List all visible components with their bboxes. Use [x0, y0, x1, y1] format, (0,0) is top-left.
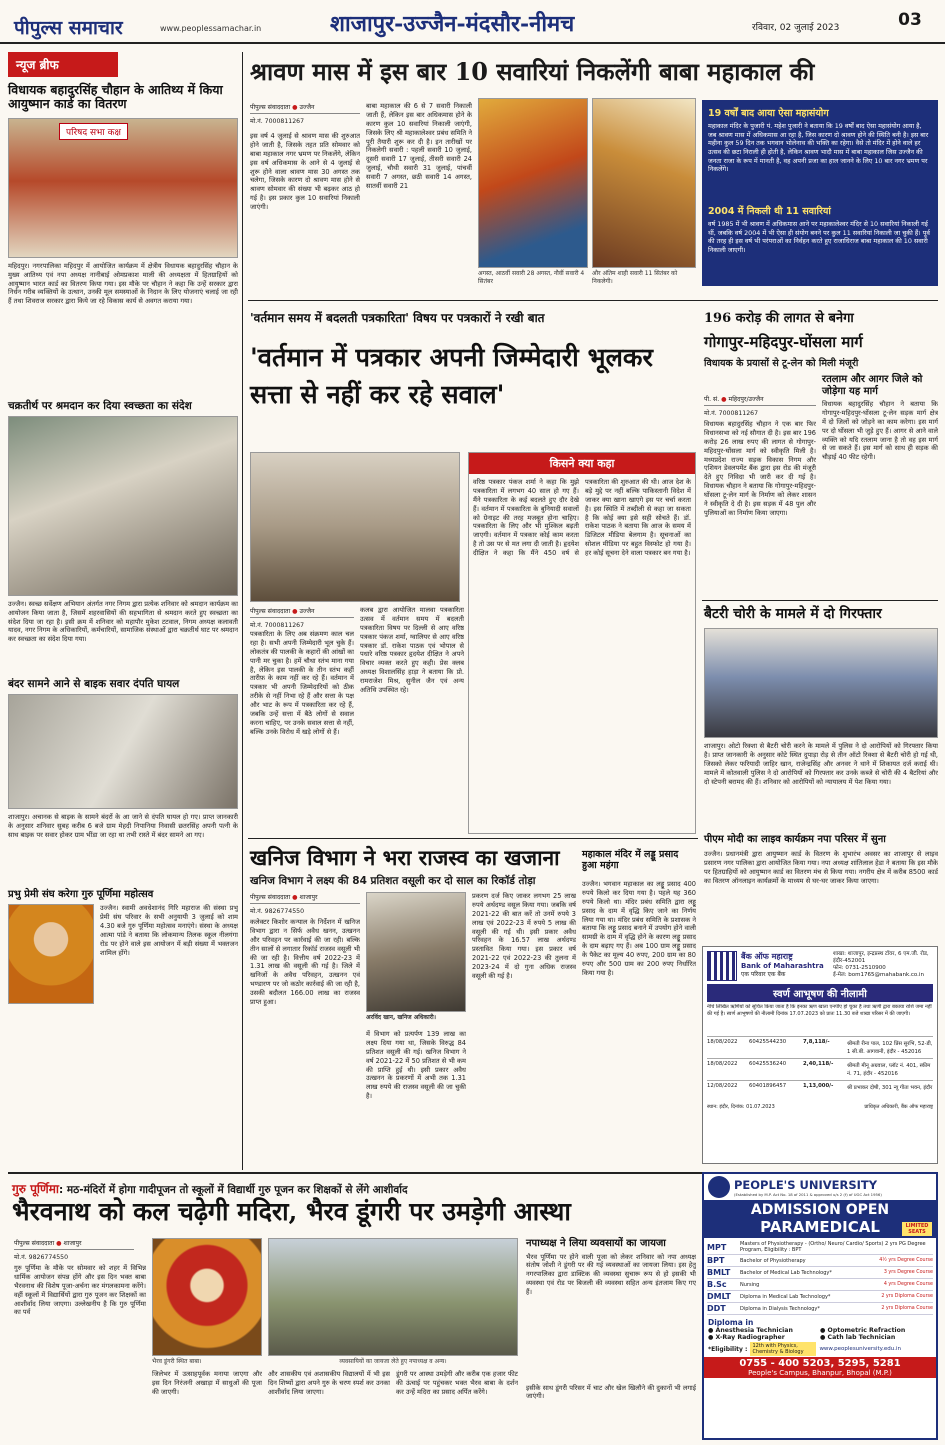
guru-side-text2: इसीके साथ डूंगरी परिसर में चाट और खेल खिलौने की दुकानों भी लगाई जाएंगी।	[526, 1383, 696, 1401]
diploma-list	[708, 1327, 932, 1341]
journalism-byline: पीपुल्स संवाददाता ● उज्जैन मो.नं. 7000811267	[250, 606, 354, 629]
byline-name: पी. सं.	[704, 396, 720, 403]
guru-kicker-text: : मठ-मंदिरों में होगा गादीपूजन तो स्कूलों में विद्यार्थी गुरु पूजन कर शिक्षकों से लेंगे आशीर्वाद	[59, 1184, 408, 1196]
course-code: B.Sc	[707, 1280, 727, 1289]
date: रविवार, 02 जुलाई 2023	[752, 23, 840, 33]
rule-top-story	[248, 300, 938, 301]
auction-borrower: श्रीमती मीनू अग्रवाल, प्लॉट नं. 401, स्कीम नं. 71, इंदौर - 452016	[847, 1063, 931, 1077]
story1-banner: परिषद सभा कक्ष	[59, 123, 128, 140]
auction-borrower: श्री प्रभाकर दोषी, 301 न्यू गीता भवन, इंदौर	[847, 1085, 933, 1091]
story2-photo	[8, 416, 238, 596]
column-divider	[242, 52, 243, 1170]
byline-name: पीपुल्स संवाददाता	[250, 608, 291, 615]
byline-mobile: मो.नं. 7000811267	[250, 622, 305, 629]
course-duration: 4 yrs Degree Course	[883, 1282, 933, 1287]
road-sidebar	[822, 374, 938, 575]
journalism-photo	[250, 452, 460, 602]
top-photo-caption1: अगस्त, आठवीं सवारी 28 अगस्त, नौवीं सवारी 4 सितंबर	[478, 270, 585, 285]
guru-kicker-label: गुरु पूर्णिमा	[12, 1182, 59, 1196]
auction-title: स्वर्ण आभूषण की नीलामी	[707, 984, 933, 1002]
battery-headline: बैटरी चोरी के मामले में दो गिरफ्तार	[704, 606, 882, 622]
course-code: MPT	[707, 1242, 727, 1252]
mining-photo-caption: अरविंद खान, खनिज अधिकारी।	[366, 1014, 436, 1021]
byline-city: उज्जैन	[299, 608, 315, 615]
rule-road	[702, 600, 938, 601]
rule-journalism	[248, 838, 698, 839]
course-desc: Bachelor of Physiotherapy	[740, 1257, 806, 1264]
paper-logo: पीपुल्स समाचार	[14, 17, 123, 39]
course-duration: 2 yrs Diploma Course	[881, 1294, 933, 1299]
byline-city: शाजापुर	[63, 1240, 82, 1247]
quotes-title: किसने क्या कहा	[469, 453, 695, 474]
university-name: PEOPLE'S UNIVERSITY	[734, 1177, 878, 1192]
auction-date: 18/08/2022	[707, 1039, 738, 1045]
story2-headline: चक्रतीर्थ पर श्रमदान कर दिया स्वच्छता का संदेश	[8, 399, 192, 412]
journalism-col2: कलब द्वारा आयोजित मालवा पत्रकारिता उत्सव में वर्तमान समय में बदलती पत्रकारिता विषय पर दिल्ली से आए वरिष्ठ पत्रकार पंकज शर्मा, ग्वालियर से आए वरिष्ठ पत्रकार डॉ. राकेश पाठक एवं भोपाल से पधारे वरिष्ठ पत्रकार हृदयेश दीक्षित ने अपने विचार व्यक्त करते हुए कही। प्रेस क्लब अध्यक्ष विशालसिंह हाड़ा ने बताया कि प्रो. रामराजेश मिश्र, सुनील जैन एवं अन्य अतिथि उपस्थित रहे।	[360, 606, 464, 695]
course-row	[707, 1267, 933, 1279]
guru-col1: गुरु पूर्णिमा के मौके पर सोमवार को शहर में विभिन्न धार्मिक आयोजन संपन्न होंगे और इस दिन भक्त बाबा भैरवनाथ की विशेष पूजा-अर्चना कर मंगलकामना करेंगे। वहीं स्कूलों में विद्यार्थियों द्वारा गुरु पूजन कर शिक्षकों का आशीर्वाद लिया जाएगा। उल्लेखनीय है कि गुरु पूर्णिमा का पर्व	[14, 1264, 146, 1317]
road-side-text: विधायक बहादुरसिंह चौहान ने बताया कि गोगापुर-महिदपुर-घोंसला टू-लेन सड़क मार्ग क्षेत्र में दो जिलों को जोड़ने का काम करेगा। इस मार्ग पर दो घोंसला भी जुड़े हुए हैं। आगर से आने वाले व्यक्ति को यदि रतलाम जाना है तो वह इस मार्ग से जा सकते हैं। इस मार्ग को साथ ही सड़क की चौड़ाई 40 फीट रहेगी।	[822, 400, 938, 462]
guru-kicker	[12, 1180, 702, 1197]
mining-subhead: खनिज विभाग ने लक्ष्य की 84 प्रतिशत वसूली कर दो साल का रिकॉर्ड तोड़ा	[250, 875, 536, 887]
story3-headline: बंदर सामने आने से बाइक सवार दंपति घायल	[8, 677, 180, 690]
top-photo-main	[478, 98, 588, 268]
sidebar-text1: महाकाल मंदिर के पुजारी पं. महेश पुजारी ने बताया कि 19 वर्षों बाद ऐसा महासंयोग आया है, जब श्रावण मास में अधिकमास आ रहा है, जिस कारण दो श्रावण होने की स्थिति बनी है। इस बार महीना कुल 59 दिन तक भगवान भोलेनाथ की भक्ति का रहेगा। वैसे तो मंदिर में होने वाले हर उत्सव की छटा निराली ही होती है, लेकिन श्रावण भादौ मास में बाबा महाकाल जिस उज्जैन की जनता राजा के रूप में मानती है, वह अपनी प्रजा का हाल जानने के लिए 10 बार नगर भ्रमण पर निकलेंगे।	[708, 122, 929, 174]
auction-row	[707, 1036, 933, 1058]
sidebar-heading2: 2004 में निकली थी 11 सवारियां	[708, 206, 831, 217]
battery-photo	[704, 628, 938, 738]
byline-name: पीपुल्स संवाददाता	[250, 104, 291, 111]
page-number: 03	[898, 10, 922, 30]
byline-city: उज्जैन	[299, 104, 315, 111]
road-text: विधायक बहादुरसिंह चौहान ने एक बार फिर विधानसभा को नई सौगात दी है। इस बार 196 करोड़ 26 लाख रुपए की लागत से गोगापुर-महिदपुर-घोंसला मार्ग को स्वीकृति मिली है। मध्यप्रदेश राज्य सड़क विकास निगम और एशियन डेवलपमेंट बैंक द्वारा इस रोड की मंजूरी देते हुए निविदा भी जारी कर दी गई है। विधायक चौहान ने बताया कि गोगापुर-महिदपुर-घोंसला टू-लेन मार्ग के निर्माण को लेकर शासन ने स्वीकृति दे दी है। इस सड़क में 48 पुल और पुलियाओं का निर्माण किया जाएगा।	[704, 420, 816, 517]
guru-side-text: भैरव पूर्णिमा पर होने वाली पूजा को लेकर शनिवार को नपा अध्यक्ष संतोष जोशी ने डूंगरी पर की गई व्यवस्थाओं का जायजा लिया। इस हेतु नगरपालिका द्वारा डाक्टिक की व्यवस्था सुचारू रूप से हो इसकी भी व्यवस्था एवं रोड पर बिजली की व्यवस्था सहित अन्य इंतजाम किए गए हैं।	[526, 1252, 696, 1297]
limited-seats-badge: LIMITED SEATS	[902, 1222, 932, 1236]
university-logo	[708, 1176, 730, 1198]
diploma-title: Diploma in	[708, 1318, 754, 1327]
bank-ad	[702, 946, 938, 1164]
ladoo-text: उज्जैन। भगवान महाकाल का लड्डू प्रसाद 400 रुपये किलो कर दिया गया है। पहले यह 360 रुपये किलो था। मंदिर प्रबंध समिति द्वारा लड्डू प्रसाद के दाम में वृद्धि किए जाने का निर्णय लिया गया था। मंदिर प्रबंध समिति के प्रशासक ने बताया कि लड्डू प्रसाद बनाने में उपयोग होने वाली सामग्री के दाम में वृद्धि होने के कारण लड्डू प्रसाद के दाम बढ़ाए गए हैं। अब 100 ग्राम लड्डू प्रसाद के पैकेट का मूल्य 40 रुपए, 200 ग्राम का 80 रुपए और 500 ग्राम का 200 रुपए निर्धारित किया गया है।	[582, 880, 696, 977]
byline-name: पीपुल्स संवाददाता	[14, 1240, 55, 1247]
course-desc: Bachelor of Medical Lab Technology*	[740, 1269, 832, 1276]
course-row	[707, 1291, 933, 1303]
auction-account: 60425536240	[749, 1061, 787, 1067]
mining-headline: खनिज विभाग ने भरा राजस्व का खजाना	[250, 845, 560, 870]
mining-photo	[366, 892, 466, 1012]
story3-text: शाजापुर। अचानक से बाइक के सामने बंदरों के आ जाने से दंपति घायल हो गए। प्राप्त जानकारी के अनुसार शनिवार सुबह करीब 6 बजे ग्राम मेहदी निपानिया निवासी छतरसिंह अपनी पत्नी के साथ बाइक पर सवार होकर ग्राम भींडा जा रहा था तभी रास्ते में बंदर सामने आ गए।	[8, 812, 238, 839]
top-photo-caption2: और अंतिम शाही सवारी 11 सितंबर को निकलेगी।	[592, 270, 678, 285]
story1-photo	[8, 118, 238, 258]
bank-phone: फोन: 0731-2510900	[833, 965, 886, 972]
course-code: DMLT	[707, 1292, 731, 1301]
course-code: BPT	[707, 1256, 725, 1265]
journalism-quotes-box	[468, 452, 696, 834]
university-phone: 0755 - 400 5203, 5295, 5281	[739, 1358, 901, 1369]
news-brief-label: न्यूज ब्रीफ	[8, 52, 118, 77]
guru-sidebar	[526, 1238, 696, 1416]
auction-amount: 2,40,118/-	[803, 1061, 834, 1067]
course-desc: Diploma in Dialysis Technology*	[740, 1305, 820, 1312]
mining-col1: कलेक्टर किशोर कन्याल के निर्देशन में खनिज विभाग द्वारा न सिर्फ अवैध खनन, उत्खनन और परिवहन पर कार्रवाई की जा रही। बल्कि तीन सालों से लगातार रिकॉर्ड राजस्व वसूली भी की जा रही है। वित्तीय वर्ष 2022-23 में 1.31 लाख की वसूली की गई है। जिले में खनिजों के अवैध परिवहन, उत्खनन एवं भण्डारण पर जो कठोर कार्रवाई की जा रही है, उसकी बदौलत 166.00 लाख का राजस्व प्राप्त हुआ।	[250, 918, 360, 1007]
top-headline: श्रावण मास में इस बार 10 सवारियां निकलेंगी बाबा महाकाल की	[250, 57, 815, 86]
bank-email: ई-मेल: bom1765@mahabank.co.in	[833, 972, 924, 979]
road-byline: पी. सं. ● महिदपुर/उज्जैन मो.नं. 7000811267	[704, 394, 816, 417]
bank-address: शाखा: शाजापुर, इन्द्रप्रस्थ टॉवर, 6 एम.जी. रोड, इंदौर-452001	[833, 951, 929, 965]
masthead	[0, 0, 945, 44]
byline-mobile: मो.नं. 7000811267	[250, 118, 305, 125]
journalism-kicker: 'वर्तमान समय में बदलती पत्रकारिता' विषय पर पत्रकारों ने रखी बात	[250, 311, 545, 325]
guru-photo-bhairav	[152, 1238, 262, 1356]
diploma-item: ● Cath lab Technician	[820, 1334, 896, 1341]
story3-photo	[8, 694, 238, 809]
auction-date: 18/08/2022	[707, 1061, 738, 1067]
eligibility-box: 12th with Physics, Chemistry & Biology	[750, 1342, 816, 1356]
auction-borrower: श्रीमती रीना पाल, 102 प्रिंस सुरभि, 52-डी, 1 सी.बी. आगवानी, इंदौर - 452016	[847, 1041, 933, 1055]
sidebar-heading1: 19 वर्षों बाद आया ऐसा महासंयोग	[708, 108, 829, 119]
byline-mobile: मो.नं. 7000811267	[704, 410, 759, 417]
auction-row	[707, 1058, 933, 1080]
auction-place-date: स्थान: इंदौर, दिनांक: 01.07.2023	[707, 1104, 775, 1110]
guru-col2: जिलेभर में उत्साहपूर्वक मनाया जाएगा और इस दिन निरंजनी अखाड़ा में साधुओं की पूजा की जाएगी।	[152, 1370, 262, 1396]
top-sidebar	[702, 100, 938, 286]
website: www.peoplessamachar.in	[160, 24, 262, 33]
quotes-text: वरिष्ठ पत्रकार पंकज शर्मा ने कहा कि मुझे पत्रकारिता में लगभग 40 साल हो गए हैं। मैंने पत्रकारिता के कई बदलते हुए दौर देखे हैं। वर्तमान में पत्रकारिता के बुनियादी सवालों को ग्रेनाइट की तरह मजबूत होना चाहिए। पत्रकारिता के लिए और भी मुश्किल बढ़ती जाएगी। वर्तमान में पत्रकार कोई काम करता है तो उस पर से मत लगा दी जाती है। हृदयेश दीक्षित ने कहा कि मैंने 450 वर्ष से पत्रकारिता की शुरुआत की थी। आज देश के बड़े मुद्दे पर नहीं बल्कि पाकिस्तानी विदेश में जाकर क्या खाना खाएगे इस पर चर्चा करता है। इस स्थिति में तब्दीली से कहा जा सकता है कि कोई क्या इसे सही सोचते हैं। डॉ. राकेश पाठक ने बताया कि आज के समय में डिजिटल मीडिया बेलगाम है। सूचनाओं का सोशल मीडिया पर बहुत विस्फोट हो गया है। हर कोई सूचना देने वाला पत्रकार बन गया है।	[473, 478, 691, 558]
diploma-item: ● Anesthesia Technician	[708, 1327, 793, 1334]
bank-name-en: Bank of Maharashtra	[741, 962, 824, 970]
road-kicker: 196 करोड़ की लागत से बनेगा	[704, 311, 854, 326]
admission-open: ADMISSION OPEN	[750, 1202, 890, 1218]
course-duration: 3 yrs Degree Course	[883, 1270, 933, 1275]
mining-col2: में विभाग को प्रत्यर्पण 139 लाख का लक्ष्य दिया गया था, जिसके विरुद्ध 84 प्रतिशत वसूली की गई। खनिज विभाग ने वर्ष 2021-22 में 50 प्रतिशत से भी कम की प्राप्ति हुई थी। इसी प्रकार अवैध उत्खनन के प्रकरणों में अभी तक 1.31 लाख रुपये की राजस्व वसूली की जा चुकी है।	[366, 1030, 466, 1101]
guru-photo-caption2: व्यवसायियों का जायजा लेते हुए नपाध्यक्ष व अन्य।	[339, 1358, 447, 1365]
eligibility-label: *Eligibility :	[708, 1345, 748, 1353]
top-byline: पीपुल्स संवाददाता ● उज्जैन मो.नं. 7000811267	[250, 102, 360, 125]
course-row	[707, 1279, 933, 1291]
story4-photo	[8, 904, 94, 1004]
auction-amount: 7,8,118/-	[803, 1039, 830, 1045]
story4-headline: प्रभु प्रेमी संघ करेगा गुरु पूर्णिमा महोत्सव	[8, 888, 154, 900]
sidebar-text2: वर्ष 1985 में भी श्रावण में अधिकमास आने पर महाकालेश्वर मंदिर से 10 सवारियां निकाली गई थीं, जबकि वर्ष 2004 में भी ऐसा ही संयोग बनने पर कुल 11 सवारियां निकाली जा चुकी हैं। पूर्व की तरह ही इस वर्ष भी परंपराओं का निर्वहन करते हुए राजाधिराज बाबा महाकाल की 10 सवारी निकाली जाएगी।	[708, 220, 930, 254]
byline-city: शाजापुर	[299, 894, 318, 901]
course-row	[707, 1303, 933, 1315]
byline-mobile: मो.नं. 9826774550	[250, 908, 305, 915]
road-side-heading: रतलाम और आगर जिले को जोड़ेगा यह मार्ग	[822, 374, 923, 397]
bank-name: बैंक ऑफ महाराष्ट्र	[741, 952, 793, 961]
diploma-item: ● X-Ray Radiographer	[708, 1334, 785, 1341]
course-desc: Nursing	[740, 1281, 760, 1288]
road-subhead: विधायक के प्रयासों से टू-लेन को मिली मंजूरी	[704, 358, 859, 369]
course-desc: Diploma in Medical Lab Technology*	[740, 1293, 831, 1300]
auction-amount: 1,13,000/-	[803, 1083, 834, 1089]
diploma-item: ● Optometric Refraction	[820, 1327, 906, 1334]
auction-account: 60425544230	[749, 1039, 787, 1045]
byline-city: महिदपुर/उज्जैन	[728, 396, 764, 403]
guru-side-heading: नपाध्यक्ष ने लिया व्यवसायों का जायजा	[526, 1238, 666, 1249]
auction-officer: प्राधिकृत अधिकारी, बैंक ऑफ महाराष्ट्र	[864, 1104, 933, 1110]
pm-live-headline: पीएम मोदी का लाइव कार्यक्रम नपा परिसर में सुना	[704, 834, 886, 845]
story1-text: महिदपुर। नगरपालिका महिदपुर में आयोजित कार्यक्रम में क्षेत्रीय विधायक बहादुरसिंह चौहान के मुख्य आतिथ्य एवं नपा अध्यक्ष नानीबाई ओमप्रकाश माली की अध्यक्षता में हितग्राहियों को आयुष्मान भारत कार्ड का वितरण किया गया। इस मौके पर चौहान ने कहा कि उन्हें सरकार द्वारा निर्धन गरीब व्यक्तियों के उत्थान, उनकी मूल समस्याओं के निदान के लिए योजनाएं चलाई जा रही हैं तथा शिवराज सरकार द्वारा किये जा रहे विकास कार्य से अवगत कराया गया।	[8, 261, 238, 306]
story1-headline: विधायक बहादुरसिंह चौहान के आतिथ्य में किया आयुष्मान कार्ड का वितरण	[8, 82, 223, 112]
guru-byline: पीपुल्स संवाददाता ● शाजापुर मो.नं. 9826774550	[14, 1238, 134, 1261]
battery-text: शाजापुर। ओटो रिक्शा से बैटरी चोरी करने के मामले में पुलिस ने दो आरोपियों को गिरफ्तार किया है। प्राप्त जानकारी के अनुसार कोटे स्थित दुपाड़ा रोड़ से तीन ऑटो रिक्शा से बैटरी चोरी हो गई थी, जिसको लेकर फरियादी जाहिर खान, राजेन्द्रसिंह और अनवर ने थाने में शिकायत दर्ज कराई थी। मामले में कोतवाली पुलिस ने दो आरोपियों को गिरफ्तार कर उनके कब्जे से चोरी की 4 बैटरियां और दो स्टेपनी बरामद की हैं। शनिवार को आरोपियों को न्यायालय में पेश किया गया।	[704, 742, 938, 786]
edition-title: शाजापुर-उज्जैन-मंदसौर-नीमच	[330, 11, 575, 37]
course-list	[704, 1238, 936, 1317]
guru-headline: भैरवनाथ को कल चढ़ेगी मदिरा, भैरव डूंगरी पर उमड़ेगी आस्था	[12, 1197, 571, 1226]
course-row	[707, 1240, 933, 1255]
bank-tagline: एक परिवार एक बैंक	[741, 971, 786, 978]
university-ad	[702, 1172, 938, 1440]
guru-photo-caption1: भैरव डूंगरी स्थित बाबा।	[152, 1358, 202, 1365]
mining-byline: पीपुल्स संवाददाता ● शाजापुर मो.नं. 9826774550	[250, 892, 360, 915]
mining-col3: प्रकरण दर्ज किए जाकर लगभग 25 लाख रुपये अर्थदण्ड वसूल किया गया। जबकि वर्ष 2021-22 की बात करें तो उनमें रुपये 3 लाख एवं 2022-23 में रुपये 5 लाख की वसूली की गई थी। इसी प्रकार अवैध परिवहन के 16.57 लाख अर्थदण्ड प्रस्तावित किया गया। इस प्रकार वर्ष 2021-22 एवं 2022-23 की तुलना में 2023-24 में दो गुना अधिक राजस्व वसूली की गई है।	[472, 892, 576, 981]
story4-text: उज्जैन। स्वामी अवधेशानंद गिरि महाराज की संस्था प्रभु प्रेमी संघ परिवार के सभी अनुयायी 3 जुलाई को शाम 4.30 बजे गुरु पूर्णिमा महोत्सव मनाएंगे। संस्था के अध्यक्ष आत्मा पांडे ने बताया कि लोकमान्य तिलक स्कूल नीलगंगा रोड पर होने वाले इस आयोजन में बड़ी संख्या में भक्तजन शामिल होंगे।	[100, 904, 238, 957]
course-duration: 2 yrs Diploma Course	[881, 1306, 933, 1311]
paramedical: PARAMEDICAL	[760, 1218, 880, 1236]
auction-intro: नीचे लिखित ऋणियों को सूचित किया जाता है कि इनका ऋण खाता एनपीए हो चुका है तथा ऋणी द्वारा बकाया राशि जमा नहीं की गई है। स्वर्ण आभूषणों की नीलामी दिनांक 17.07.2023 को प्रातः 11.30 बजे शाखा परिसर में की जाएगी।	[707, 1004, 932, 1017]
road-headline: गोगापुर-महिदपुर-घोंसला मार्ग	[704, 333, 863, 351]
course-code: BMLT	[707, 1268, 731, 1277]
story2-text: उज्जैन। स्वच्छ सर्वेक्षण अभियान अंतर्गत नगर निगम द्वारा प्रत्येक शनिवार को श्रमदान कार्यक्रम का आयोजन किया जाता है, जिसमें शहरवासियों की सहभागिता से श्रमदान करते हुए स्वच्छता का संदेश दिया जा रहा है। इसी क्रम में शनिवार को महापौर मुकेश टटवाल, निगम अध्यक्ष कलावती यादव, नगर निगम के अधिकारियों, कर्मचारियों, सामाजिक संस्थाओं द्वारा चक्रतीर्थ घाट पर श्रमदान कर स्वच्छता का संदेश दिया गया।	[8, 599, 238, 644]
auction-table	[707, 1036, 933, 1102]
guru-photo-inspection	[268, 1238, 518, 1356]
course-desc: Masters of Physiotherapy - (Ortho/ Neuro/ Cardio/ Sports) 2 yrs PG Degree Program, Eligibility : BPT	[740, 1241, 926, 1253]
university-website[interactable]: www.peoplesuniversity.edu.in	[819, 1346, 901, 1352]
guru-col4: डूंगरी पर आस्था उमड़ेगी और करीब एक हजार फीट की ऊंचाई पर पहुंचकर भक्त भैरव बाबा के दर्शन कर उन्हें मदिरा का प्रसाद अर्पित करेंगे।	[396, 1370, 518, 1396]
top-photo-second	[592, 98, 696, 268]
guru-col3: और शासकीय एवं अशासकीय विद्यालयों में भी इस दिन शिष्यों द्वारा अपने गुरु के चरण स्पर्श कर उनका आशीर्वाद लिया जाएगा।	[268, 1370, 390, 1396]
ladoo-headline: महाकाल मंदिर में लड्डू प्रसाद हुआ महंगा	[582, 849, 679, 871]
journalism-headline: 'वर्तमान में पत्रकार अपनी जिम्मेदारी भूलकर सत्ता से नहीं कर रहे सवाल'	[250, 343, 653, 410]
auction-date: 12/08/2022	[707, 1083, 738, 1089]
course-row	[707, 1255, 933, 1267]
auction-row	[707, 1080, 933, 1102]
top-col2: बाबा महाकाल की 6 से 7 सवारी निकाली जाती हैं, लेकिन इस बार अधिकमास होने के कारण कुल 10 सवारियां निकाली जाएंगी, जिसके लिए श्री महाकालेश्वर प्रबंध समिति ने पूरी तैयारी शुरू कर दी है। इन तारीखों पर निकलेगी सवारी : पहली सवारी 10 जुलाई, दूसरी सवारी 17 जुलाई, तीसरी सवारी 24 जुलाई, चौथी सवारी 31 जुलाई, पांचवीं सवारी 7 अगस्त, छठी सवारी 14 अगस्त, सातवीं सवारी 21	[366, 102, 472, 191]
bank-logo	[707, 951, 737, 981]
top-col1: इस वर्ष 4 जुलाई से श्रावण मास की शुरुआत होने जाती है, जिसके तहत प्रति सोमवार को बाबा महाकाल नगर भ्रमण पर निकलेंगे, लेकिन इस वर्ष अधिकमास के आने से 4 जुलाई से शुरू होने वाला श्रावण मास 30 अगस्त तक चलेगा, जिसके कारण दो श्रावण मास होने से श्रावण सोमवार की संख्या भी बढ़कर आठ हो गई है। इस प्रकार कुल 10 सवारियां निकाली जाएंगी।	[250, 132, 360, 212]
pm-live-text: उज्जैन। प्रधानमंत्री द्वारा आयुष्मान कार्ड के वितरण के शुभारंभ अवसर का शाजापुर से लाइव प्रसारण नगर पालिका द्वारा आयोजित किया गया। नपा अध्यक्ष शांतिलाल हेडा ने बताया कि इस मौके पर हितग्राहियों को आयुष्मान कार्ड का वितरण मंच से किया गया। नगरीय क्षेत्र में करीब 8500 कार्ड का वितरण ऑनलाइन कार्यक्रमों के माध्यम से घर-घर जाकर किया जाएगा।	[704, 850, 938, 885]
course-code: DDT	[707, 1304, 726, 1313]
byline-name: पीपुल्स संवाददाता	[250, 894, 291, 901]
journalism-col1: पत्रकारिता के लिए अब संक्रमण काल चल रहा है। सभी अपनी जिम्मेदारी भूल चुके हैं। लोकतंत्र की पालकी के कहारों की आंखों का पानी मर चुका है। हमें चौथा स्तंभ माना गया है, लेकिन इस पालकी के तीन स्तंभ कहीं तारीफ़ के काम नहीं कर रहे हैं। वर्तमान में पत्रकार भी अपनी जिम्मेदारियों को ठीक तरीके से नहीं निभा रहे हैं और सत्ता के पक्ष और भाट के रूप में पत्रकारिता कर रहे हैं, जबकि उन्हें सत्ता में बैठे लोगों से सवाल करना चाहिए, पर उनके सवाल सत्ता से नहीं, बल्कि उनके विरोध में खड़े लोगों से हैं।	[250, 630, 354, 736]
university-est: (Established by M.P. Act No. 18 of 2011 & approved u/s 2 (f) of UGC Act 1956)	[734, 1191, 882, 1197]
byline-mobile: मो.नं. 9826774550	[14, 1254, 69, 1261]
auction-account: 60401896457	[749, 1083, 787, 1089]
university-campus: People's Campus, Bhanpur, Bhopal (M.P.)	[748, 1369, 892, 1377]
course-duration: 4½ yrs Degree Course	[879, 1258, 933, 1263]
left-column	[8, 52, 238, 1170]
